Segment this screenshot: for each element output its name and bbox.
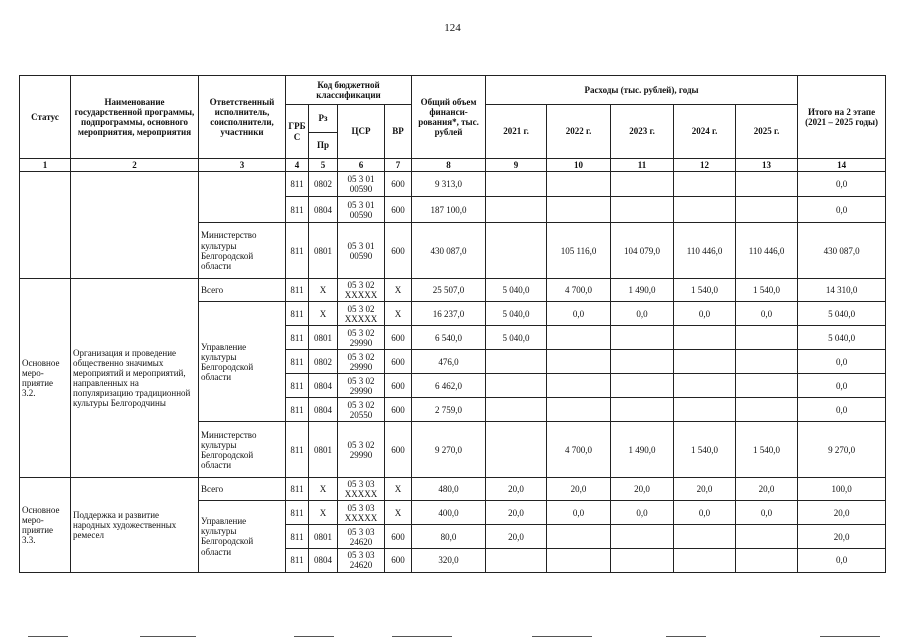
- itogo-cell: 14 310,0: [798, 279, 886, 302]
- total-cell: 320,0: [412, 549, 486, 572]
- rzpr-cell: 0804: [309, 374, 338, 398]
- itogo-cell: 5 040,0: [798, 326, 886, 350]
- itogo-cell: 0,0: [798, 374, 886, 398]
- col-number: 6: [338, 159, 385, 172]
- year-2021-cell: 20,0: [486, 525, 547, 549]
- grbs-cell: 811: [286, 501, 309, 525]
- csr-cell: 05 3 02 20550: [338, 398, 385, 422]
- header-itogo: Итого на 2 этапе (2021 – 2025 годы): [798, 76, 886, 159]
- itogo-cell: 20,0: [798, 501, 886, 525]
- csr-cell: 05 3 02 29990: [338, 350, 385, 374]
- year-2024-cell: [674, 398, 736, 422]
- col-number: 2: [71, 159, 199, 172]
- csr-cell: 05 3 01 00590: [338, 172, 385, 197]
- status-cell: Основное меро-приятие 3.2.: [20, 279, 71, 478]
- year-2025-cell: [736, 350, 798, 374]
- year-2024-cell: [674, 172, 736, 197]
- rzpr-cell: 0801: [309, 223, 338, 279]
- itogo-cell: 430 087,0: [798, 223, 886, 279]
- itogo-cell: 0,0: [798, 197, 886, 223]
- rzpr-cell: X: [309, 302, 338, 326]
- year-2025-cell: 20,0: [736, 478, 798, 501]
- year-2025-cell: [736, 197, 798, 223]
- year-2021-cell: [486, 172, 547, 197]
- vr-cell: 600: [385, 398, 412, 422]
- total-cell: 6 540,0: [412, 326, 486, 350]
- year-2025-cell: [736, 374, 798, 398]
- year-2021-cell: [486, 398, 547, 422]
- total-cell: 9 270,0: [412, 422, 486, 478]
- year-2022-cell: 0,0: [547, 501, 611, 525]
- year-2024-cell: [674, 549, 736, 572]
- header-name: Наименование государственной программы, подпрограммы, основного мероприятия, мероприятия: [71, 76, 199, 159]
- grbs-cell: 811: [286, 398, 309, 422]
- grbs-cell: 811: [286, 223, 309, 279]
- grbs-cell: 811: [286, 197, 309, 223]
- total-cell: 400,0: [412, 501, 486, 525]
- year-2024-cell: [674, 197, 736, 223]
- year-2022-cell: [547, 549, 611, 572]
- rzpr-cell: X: [309, 478, 338, 501]
- header-vr: ВР: [385, 105, 412, 159]
- measure-name-cell: Организация и проведение общественно значимых мероприятий и мероприятий, направленных на популяризацию традиционной культуры Белгородчины: [71, 279, 199, 478]
- year-2023-cell: 1 490,0: [611, 279, 674, 302]
- year-2025-cell: 0,0: [736, 501, 798, 525]
- itogo-cell: 0,0: [798, 172, 886, 197]
- col-number: 12: [674, 159, 736, 172]
- rzpr-cell: 0804: [309, 398, 338, 422]
- year-2025-cell: [736, 549, 798, 572]
- year-2025-cell: [736, 398, 798, 422]
- table-row: [20, 279, 886, 302]
- year-2024-cell: 1 540,0: [674, 279, 736, 302]
- year-2021-cell: [486, 197, 547, 223]
- year-2024-cell: [674, 326, 736, 350]
- col-number: 13: [736, 159, 798, 172]
- csr-cell: 05 3 02 XXXXX: [338, 279, 385, 302]
- grbs-cell: 811: [286, 172, 309, 197]
- grbs-cell: 811: [286, 478, 309, 501]
- col-number: 8: [412, 159, 486, 172]
- rzpr-cell: X: [309, 501, 338, 525]
- rzpr-cell: 0801: [309, 422, 338, 478]
- col-number: 3: [199, 159, 286, 172]
- year-2021-cell: 20,0: [486, 501, 547, 525]
- vr-cell: 600: [385, 326, 412, 350]
- header-executor: Ответственный исполнитель, соисполнители, участники: [199, 76, 286, 159]
- year-2024-cell: 1 540,0: [674, 422, 736, 478]
- total-cell: 6 462,0: [412, 374, 486, 398]
- rzpr-cell: 0801: [309, 525, 338, 549]
- vr-cell: X: [385, 279, 412, 302]
- grbs-cell: 811: [286, 326, 309, 350]
- col-number: 4: [286, 159, 309, 172]
- col-number: 7: [385, 159, 412, 172]
- itogo-cell: 0,0: [798, 398, 886, 422]
- vr-cell: 600: [385, 223, 412, 279]
- year-2022-cell: [547, 350, 611, 374]
- budget-table: [19, 75, 886, 573]
- year-2022-cell: [547, 398, 611, 422]
- header-year-2024: 2024 г.: [674, 105, 736, 159]
- vr-cell: 600: [385, 374, 412, 398]
- year-2022-cell: [547, 525, 611, 549]
- total-cell: 2 759,0: [412, 398, 486, 422]
- year-2024-cell: 0,0: [674, 302, 736, 326]
- year-2022-cell: 4 700,0: [547, 279, 611, 302]
- vr-cell: 600: [385, 197, 412, 223]
- grbs-cell: 811: [286, 549, 309, 572]
- year-2022-cell: [547, 197, 611, 223]
- rzpr-cell: 0804: [309, 197, 338, 223]
- table-row: [20, 172, 886, 197]
- itogo-cell: 9 270,0: [798, 422, 886, 478]
- rzpr-cell: 0801: [309, 326, 338, 350]
- itogo-cell: 0,0: [798, 350, 886, 374]
- scan-edge-line: [820, 636, 880, 637]
- header-grbs: ГРБ С: [286, 105, 309, 159]
- rzpr-cell: 0802: [309, 350, 338, 374]
- year-2023-cell: 0,0: [611, 501, 674, 525]
- year-2024-cell: [674, 350, 736, 374]
- year-2021-cell: 5 040,0: [486, 326, 547, 350]
- header-year-2023: 2023 г.: [611, 105, 674, 159]
- total-cell: 9 313,0: [412, 172, 486, 197]
- year-2024-cell: 20,0: [674, 478, 736, 501]
- year-2025-cell: 0,0: [736, 302, 798, 326]
- vr-cell: 600: [385, 422, 412, 478]
- year-2022-cell: 0,0: [547, 302, 611, 326]
- total-cell: 480,0: [412, 478, 486, 501]
- year-2024-cell: [674, 525, 736, 549]
- year-2025-cell: [736, 326, 798, 350]
- year-2022-cell: [547, 326, 611, 350]
- year-2022-cell: [547, 374, 611, 398]
- year-2023-cell: [611, 398, 674, 422]
- year-2021-cell: 5 040,0: [486, 279, 547, 302]
- year-2021-cell: [486, 422, 547, 478]
- year-2023-cell: 104 079,0: [611, 223, 674, 279]
- header-year-2025: 2025 г.: [736, 105, 798, 159]
- header-year-2022: 2022 г.: [547, 105, 611, 159]
- scan-edge-line: [532, 636, 592, 637]
- year-2021-cell: [486, 223, 547, 279]
- col-number: 14: [798, 159, 886, 172]
- csr-cell: 05 3 02 29990: [338, 326, 385, 350]
- total-cell: 430 087,0: [412, 223, 486, 279]
- page-number: 124: [444, 22, 461, 34]
- year-2021-cell: [486, 549, 547, 572]
- total-cell: 476,0: [412, 350, 486, 374]
- header-pr: Пр: [309, 133, 338, 159]
- measure-name-cell: Поддержка и развитие народных художественных ремесел: [71, 478, 199, 572]
- executor-cell: [199, 172, 286, 223]
- scan-edge-line: [666, 636, 706, 637]
- executor-cell: Всего: [199, 279, 286, 302]
- measure-name-cell: [71, 172, 199, 279]
- grbs-cell: 811: [286, 350, 309, 374]
- year-2024-cell: 0,0: [674, 501, 736, 525]
- grbs-cell: 811: [286, 525, 309, 549]
- year-2024-cell: 110 446,0: [674, 223, 736, 279]
- column-number-row: [20, 159, 886, 172]
- vr-cell: 600: [385, 350, 412, 374]
- rzpr-cell: 0802: [309, 172, 338, 197]
- executor-cell: Министерство культуры Белгородской области: [199, 223, 286, 279]
- vr-cell: X: [385, 501, 412, 525]
- itogo-cell: 20,0: [798, 525, 886, 549]
- total-cell: 187 100,0: [412, 197, 486, 223]
- csr-cell: 05 3 03 XXXXX: [338, 501, 385, 525]
- vr-cell: 600: [385, 525, 412, 549]
- grbs-cell: 811: [286, 422, 309, 478]
- year-2025-cell: 1 540,0: [736, 422, 798, 478]
- year-2023-cell: [611, 525, 674, 549]
- header-status: Статус: [20, 76, 71, 159]
- itogo-cell: 0,0: [798, 549, 886, 572]
- col-number: 1: [20, 159, 71, 172]
- itogo-cell: 5 040,0: [798, 302, 886, 326]
- year-2023-cell: 0,0: [611, 302, 674, 326]
- rzpr-cell: 0804: [309, 549, 338, 572]
- year-2023-cell: [611, 374, 674, 398]
- grbs-cell: 811: [286, 374, 309, 398]
- csr-cell: 05 3 01 00590: [338, 197, 385, 223]
- year-2022-cell: 4 700,0: [547, 422, 611, 478]
- year-2021-cell: [486, 350, 547, 374]
- year-2023-cell: [611, 326, 674, 350]
- csr-cell: 05 3 02 XXXXX: [338, 302, 385, 326]
- csr-cell: 05 3 02 29990: [338, 422, 385, 478]
- status-cell: [20, 172, 71, 279]
- year-2023-cell: 20,0: [611, 478, 674, 501]
- vr-cell: X: [385, 478, 412, 501]
- scan-edge-line: [28, 636, 68, 637]
- total-cell: 16 237,0: [412, 302, 486, 326]
- year-2022-cell: 20,0: [547, 478, 611, 501]
- executor-cell: Управление культуры Белгородской области: [199, 302, 286, 422]
- year-2023-cell: 1 490,0: [611, 422, 674, 478]
- status-cell: Основное меро-приятие 3.3.: [20, 478, 71, 572]
- rzpr-cell: X: [309, 279, 338, 302]
- year-2024-cell: [674, 374, 736, 398]
- scan-edge-line: [140, 636, 196, 637]
- vr-cell: 600: [385, 549, 412, 572]
- executor-cell: Управление культуры Белгородской области: [199, 501, 286, 572]
- csr-cell: 05 3 02 29990: [338, 374, 385, 398]
- year-2025-cell: [736, 172, 798, 197]
- header-year-2021: 2021 г.: [486, 105, 547, 159]
- csr-cell: 05 3 03 XXXXX: [338, 478, 385, 501]
- executor-cell: Всего: [199, 478, 286, 501]
- scan-edge-line: [294, 636, 334, 637]
- year-2022-cell: 105 116,0: [547, 223, 611, 279]
- year-2021-cell: [486, 374, 547, 398]
- total-cell: 80,0: [412, 525, 486, 549]
- total-cell: 25 507,0: [412, 279, 486, 302]
- header-expenses: Расходы (тыс. рублей), годы: [486, 76, 798, 105]
- vr-cell: 600: [385, 172, 412, 197]
- grbs-cell: 811: [286, 279, 309, 302]
- header-rz: Рз: [309, 105, 338, 133]
- executor-cell: Министерство культуры Белгородской области: [199, 422, 286, 478]
- col-number: 11: [611, 159, 674, 172]
- year-2025-cell: [736, 525, 798, 549]
- year-2021-cell: 20,0: [486, 478, 547, 501]
- col-number: 10: [547, 159, 611, 172]
- itogo-cell: 100,0: [798, 478, 886, 501]
- header-total: Общий объем финанси-рования*, тыс. рублей: [412, 76, 486, 159]
- year-2023-cell: [611, 350, 674, 374]
- header-budget-code: Код бюджетной классификации: [286, 76, 412, 105]
- year-2021-cell: 5 040,0: [486, 302, 547, 326]
- scan-edge-line: [392, 636, 452, 637]
- year-2023-cell: [611, 197, 674, 223]
- col-number: 9: [486, 159, 547, 172]
- table-row: [20, 478, 886, 501]
- csr-cell: 05 3 01 00590: [338, 223, 385, 279]
- year-2022-cell: [547, 172, 611, 197]
- year-2025-cell: 1 540,0: [736, 279, 798, 302]
- year-2025-cell: 110 446,0: [736, 223, 798, 279]
- year-2023-cell: [611, 549, 674, 572]
- year-2023-cell: [611, 172, 674, 197]
- vr-cell: X: [385, 302, 412, 326]
- grbs-cell: 811: [286, 302, 309, 326]
- col-number: 5: [309, 159, 338, 172]
- csr-cell: 05 3 03 24620: [338, 525, 385, 549]
- csr-cell: 05 3 03 24620: [338, 549, 385, 572]
- header-csr: ЦСР: [338, 105, 385, 159]
